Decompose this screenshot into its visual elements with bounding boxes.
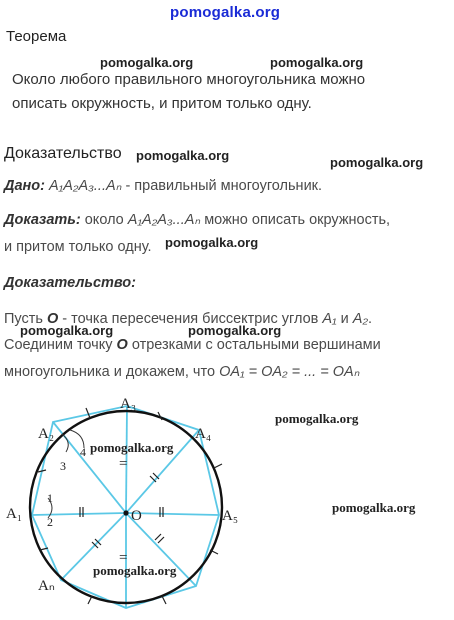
proof-text: - точка пересечения биссектрис углов — [58, 311, 323, 327]
watermark: pomogalka.org — [270, 55, 364, 70]
prove-label: Доказать: — [4, 212, 81, 228]
theorem-text — [12, 68, 442, 116]
given-polygon: A₁A₂A₃...Aₙ — [49, 178, 122, 194]
label-a1: A₁ — [6, 506, 23, 522]
theorem-heading: Теорема — [6, 28, 67, 45]
angle-a2: A₂ — [352, 311, 368, 327]
polygon-figure — [0, 390, 454, 620]
prove-polygon: A₁A₂A₃...Aₙ — [127, 212, 201, 228]
prove-line-2: и притом только одну. — [4, 239, 152, 255]
label-a5: A₅ — [222, 508, 239, 524]
angle-mark-4: 4 — [80, 445, 86, 459]
watermark: pomogalka.org — [100, 55, 194, 70]
prove-text: можно описать окружность, — [200, 212, 391, 228]
point-o: O — [46, 311, 59, 327]
label-an: Aₙ — [38, 578, 55, 594]
proof-text: и — [336, 311, 353, 327]
proof-text: . — [368, 311, 373, 327]
watermark: pomogalka.org — [275, 411, 359, 426]
inscribed-circle-figure — [6, 396, 416, 608]
proof-line-3 — [4, 364, 359, 380]
center-point — [123, 510, 128, 515]
proof-text: Пусть — [4, 311, 47, 327]
watermark: pomogalka.org — [93, 563, 177, 578]
proof-text: Соединим точку — [4, 337, 117, 353]
angle-mark-2: 2 — [47, 515, 53, 529]
watermark: pomogalka.org — [136, 148, 230, 163]
proof-text: отрезками с остальными вершинами — [127, 337, 381, 353]
angle-mark-1: 1 — [47, 491, 53, 505]
angle-a1: A₁ — [322, 311, 337, 327]
proof-text: многоугольника и докажем, что — [4, 364, 220, 380]
label-o: O — [131, 508, 142, 524]
prove-line — [4, 212, 390, 228]
site-title[interactable]: pomogalka.org — [170, 4, 281, 21]
angle-mark-3: 3 — [60, 459, 66, 473]
label-a2: A₂ — [38, 426, 55, 442]
watermark: pomogalka.org — [188, 323, 282, 338]
equality: OA₁ = OA₂ = ... = OAₙ — [219, 364, 360, 380]
prove-text: около — [80, 212, 128, 228]
theorem-line: описать окружность, и притом только одну. — [12, 95, 312, 112]
watermark: pomogalka.org — [332, 500, 416, 515]
label-a3: A₃ — [120, 396, 137, 412]
given-text: - правильный многоугольник. — [121, 178, 323, 194]
watermark: pomogalka.org — [330, 155, 424, 170]
equal-sign-bottom: = — [119, 550, 128, 566]
theorem-line: Около любого правильного многоугольника можно — [12, 71, 366, 88]
given-label: Дано: — [4, 178, 45, 194]
watermark: pomogalka.org — [20, 323, 114, 338]
proof-heading: Доказательство — [4, 145, 122, 162]
proof-label: Доказательство: — [4, 275, 136, 291]
watermark: pomogalka.org — [90, 440, 174, 455]
watermark: pomogalka.org — [165, 235, 259, 250]
label-a4: A₄ — [195, 426, 212, 442]
proof-line-2 — [4, 337, 381, 353]
given-line — [4, 178, 322, 194]
point-o: O — [116, 337, 128, 353]
equal-sign-top: = — [119, 456, 128, 472]
